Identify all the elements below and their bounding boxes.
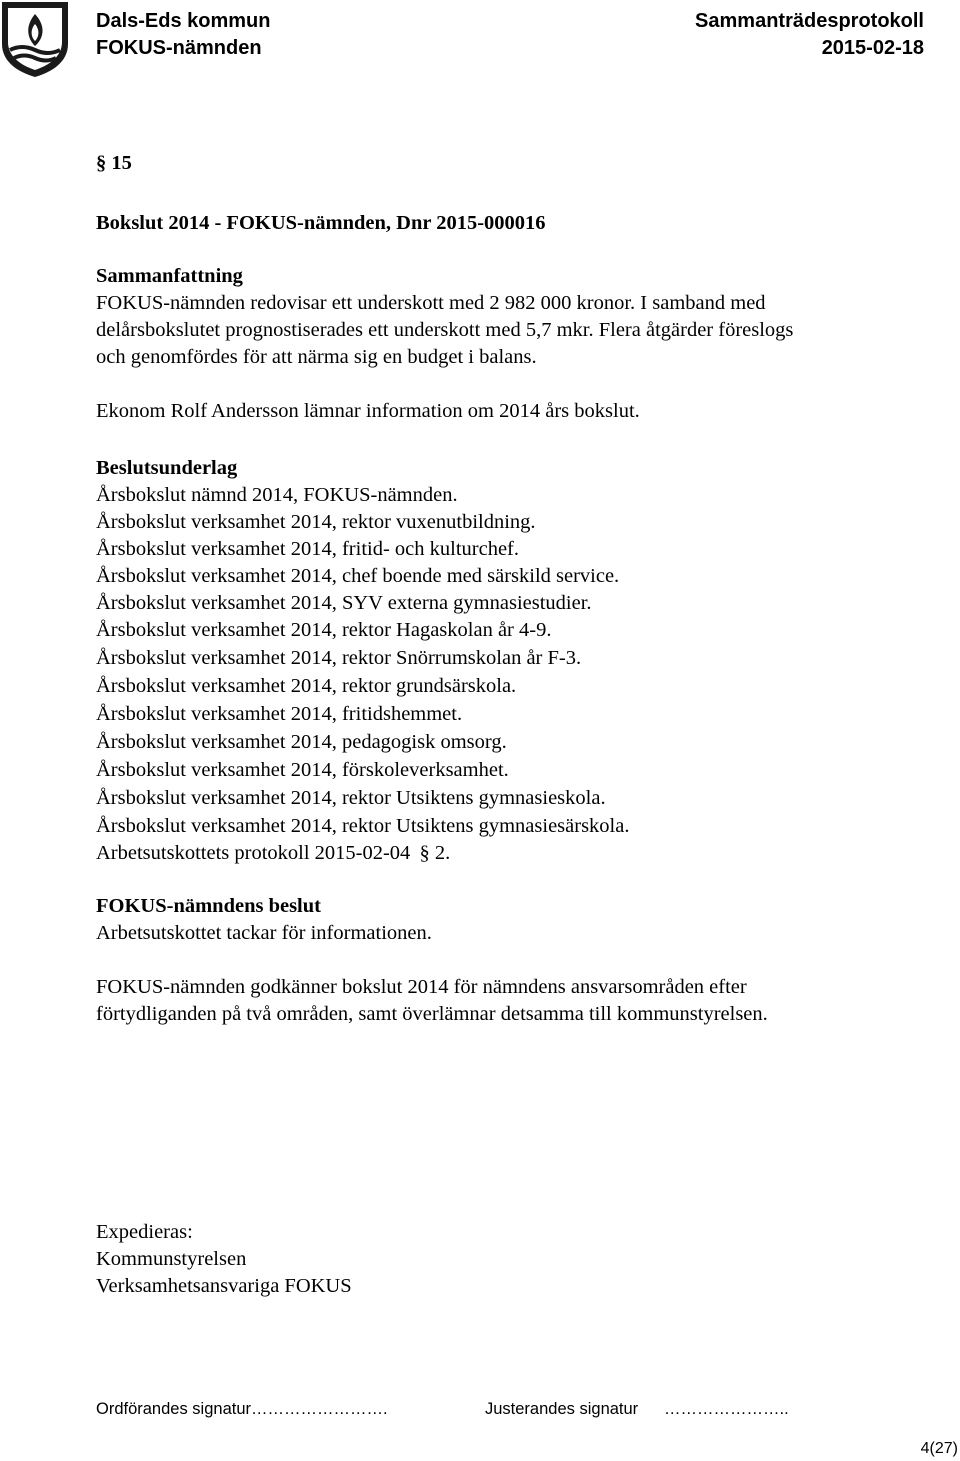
dispatch-recipient: Verksamhetsansvariga FOKUS [96, 1275, 352, 1297]
section-title: Bokslut 2014 - FOKUS-nämnden, Dnr 2015-000016 [96, 212, 546, 234]
decision-basis-item: Årsbokslut verksamhet 2014, rektor grundsärskola. [96, 675, 517, 697]
dispatch-label: Expedieras: [96, 1221, 193, 1243]
decision-basis-item: Årsbokslut verksamhet 2014, förskoleverksamhet. [96, 759, 509, 781]
summary-line: delårsbokslutet prognostiserades ett underskott med 5,7 mkr. Flera åtgärder föreslogs [96, 319, 794, 341]
protocol-paragraph-number: 2. [434, 842, 451, 864]
decision-heading: FOKUS-nämndens beslut [96, 895, 321, 917]
header-committee: FOKUS-nämnden [96, 37, 262, 59]
section-number-value: 15 [111, 152, 132, 174]
decision-paragraph-line: FOKUS-nämnden godkänner bokslut 2014 för nämndens ansvarsområden efter [96, 976, 747, 998]
decision-basis-item: Årsbokslut nämnd 2014, FOKUS-nämnden. [96, 484, 458, 506]
decision-basis-item: Årsbokslut verksamhet 2014, rektor vuxenutbildning. [96, 511, 536, 533]
decision-basis-heading: Beslutsunderlag [96, 457, 238, 479]
summary-info-line: Ekonom Rolf Andersson lämnar information om 2014 års bokslut. [96, 400, 640, 422]
decision-basis-item: Årsbokslut verksamhet 2014, rektor Utsiktens gymnasieskola. [96, 787, 606, 809]
summary-heading: Sammanfattning [96, 265, 243, 287]
decision-basis-protocol-reference [96, 840, 450, 866]
decision-basis-item: Årsbokslut verksamhet 2014, chef boende med särskild service. [96, 565, 620, 587]
header-date: 2015-02-18 [821, 37, 924, 59]
dispatch-recipient: Kommunstyrelsen [96, 1248, 247, 1270]
decision-basis-item: Årsbokslut verksamhet 2014, fritidshemmet. [96, 703, 463, 725]
paragraph-symbol: § [419, 842, 430, 864]
decision-basis-item: Årsbokslut verksamhet 2014, rektor Snörrumskolan år F-3. [96, 647, 582, 669]
summary-line: och genomfördes för att närma sig en budget i balans. [96, 346, 537, 368]
header-doc-type: Sammanträdesprotokoll [695, 10, 924, 32]
decision-line: Arbetsutskottet tackar för informationen. [96, 922, 432, 944]
adjuster-signature-dots: ………………….. [664, 1400, 789, 1418]
decision-basis-item: Årsbokslut verksamhet 2014, SYV externa gymnasiestudier. [96, 592, 592, 614]
protocol-reference-text: Arbetsutskottets protokoll 2015-02-04 [96, 842, 411, 864]
paragraph-symbol: § [96, 152, 107, 174]
summary-line: FOKUS-nämnden redovisar ett underskott med 2 982 000 kronor. I samband med [96, 292, 766, 314]
chair-signature-line: Ordförandes signatur……………………. [96, 1400, 388, 1418]
decision-paragraph-line: förtydliganden på två områden, samt överlämnar detsamma till kommunstyrelsen. [96, 1003, 768, 1025]
decision-basis-item: Årsbokslut verksamhet 2014, pedagogisk omsorg. [96, 731, 507, 753]
decision-basis-item: Årsbokslut verksamhet 2014, fritid- och kulturchef. [96, 538, 520, 560]
decision-basis-item: Årsbokslut verksamhet 2014, rektor Hagaskolan år 4-9. [96, 619, 552, 641]
decision-basis-item: Årsbokslut verksamhet 2014, rektor Utsiktens gymnasiesärskola. [96, 815, 630, 837]
section-number [96, 150, 132, 176]
municipal-crest-logo [0, 0, 72, 78]
page-number: 4(27) [920, 1440, 958, 1457]
adjuster-signature-label: Justerandes signatur [485, 1400, 639, 1418]
header-org: Dals-Eds kommun [96, 10, 271, 32]
